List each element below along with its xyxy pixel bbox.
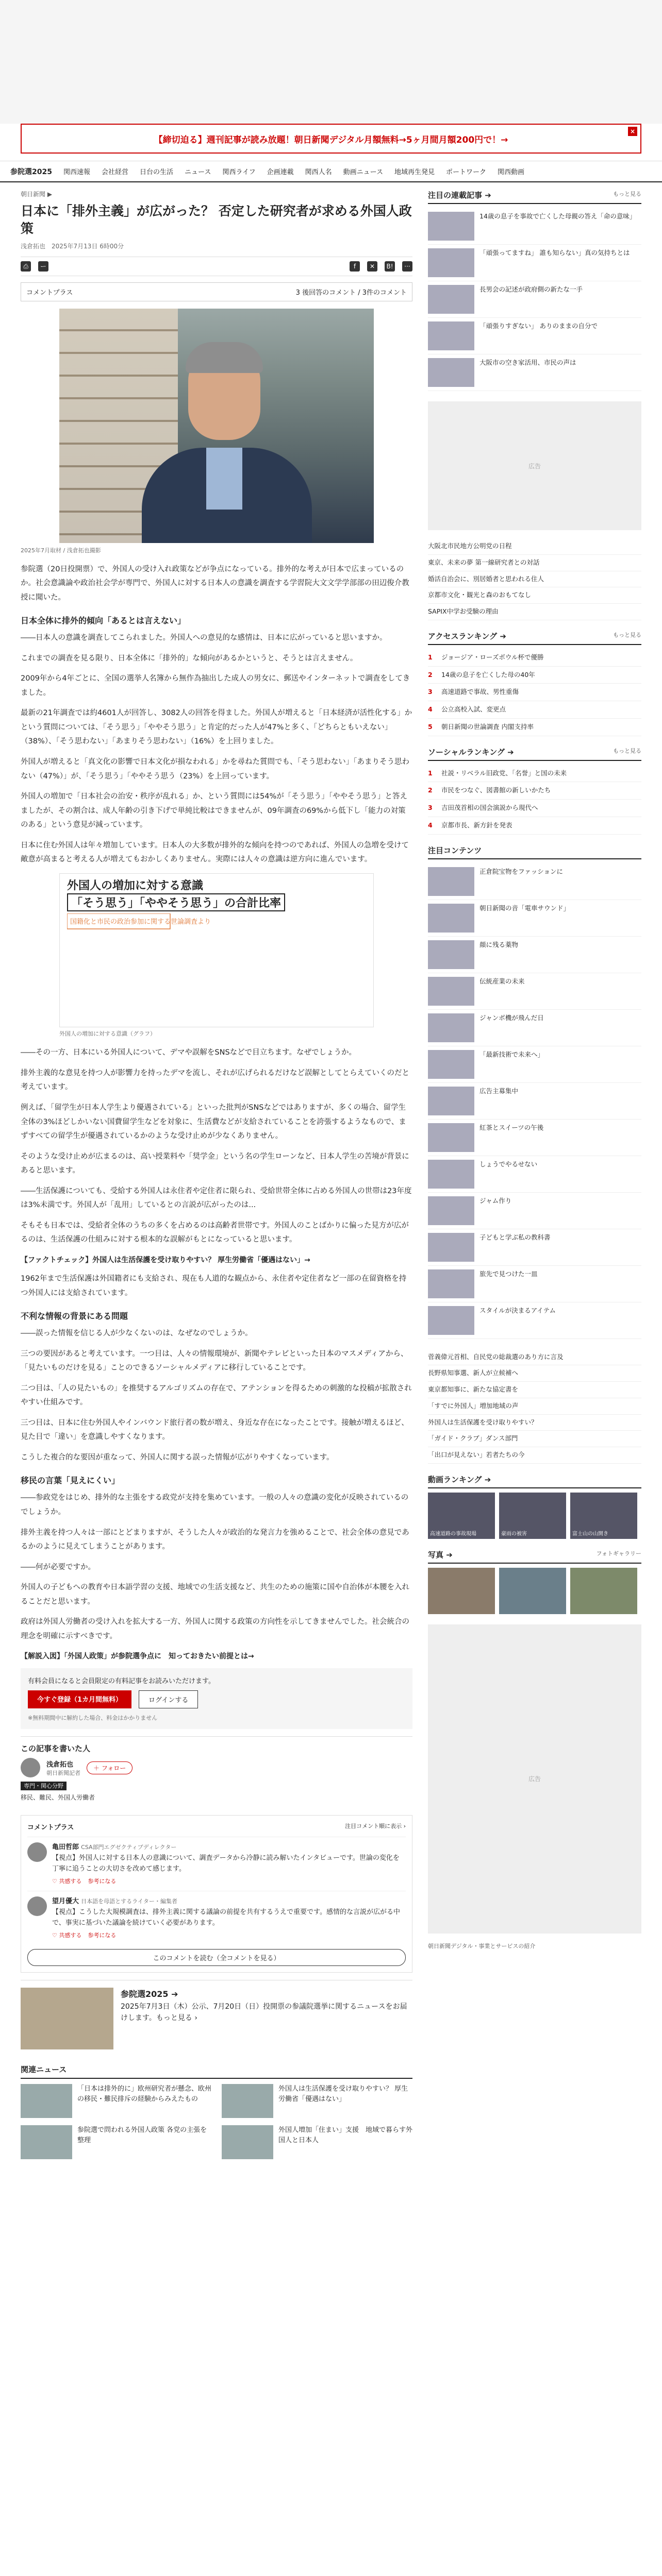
global-nav: [0, 161, 662, 182]
helpful-button[interactable]: 参考になる: [88, 1877, 117, 1885]
content-item[interactable]: [428, 1156, 641, 1193]
related-heading: 関連ニュース: [21, 2064, 412, 2079]
comment-count: 3 後回答のコメント / 3件のコメント: [295, 289, 407, 297]
comment-heading: コメントプラス: [27, 1824, 74, 1832]
ranking-item[interactable]: [428, 684, 641, 701]
sidebar-link[interactable]: 婚活自治会に、別居婚者と思われる住人: [428, 571, 641, 588]
content-item[interactable]: [428, 973, 641, 1010]
thumb: [428, 867, 474, 896]
follow-button[interactable]: ＋ フォロー: [87, 1761, 133, 1774]
video-title: 富士山の山開き: [572, 1531, 608, 1537]
author-role: 朝日新聞記者: [46, 1769, 80, 1776]
content-title: 顔に残る薬物: [479, 940, 519, 948]
content-title: 紅茶とスイーツの午後: [479, 1123, 544, 1131]
comment-text: 【視点】こうした大規模調査は、排外主義に関する議論の前提を共有するうえで重要です。感情的な言説が広がる中で、事実に基づいた議論を続けていく必要があります。: [52, 1908, 400, 1927]
content-title: 広告主募集中: [479, 1087, 519, 1095]
nav-item[interactable]: 関西速報: [63, 168, 90, 176]
ranking-title: 14歳の息子を亡くした母の40年: [441, 670, 535, 679]
video-thumb[interactable]: [428, 1493, 495, 1539]
nav-item[interactable]: 地域再生発見: [394, 168, 435, 176]
sidebar-item[interactable]: [428, 318, 641, 354]
related-link[interactable]: 【ファクトチェック】外国人は生活保護を受け取りやすい？ 厚生労働省「優遇はない」→: [21, 1256, 310, 1264]
chart-svg: [67, 913, 366, 1022]
related-thumb: [222, 2084, 273, 2118]
photo-gallery-link[interactable]: フォトギャラリー: [596, 1550, 641, 1557]
ranking-title: 高速道路で事故、男性重傷: [441, 688, 519, 696]
login-button[interactable]: ログインする: [139, 1690, 198, 1708]
thumb: [428, 358, 474, 387]
section-heading: 不利な情報の背景にある問題: [21, 1311, 128, 1321]
related-thumb: [21, 2084, 72, 2118]
content-item[interactable]: [428, 1266, 641, 1302]
promo-title: 参院選2025 ➔: [121, 1989, 178, 1999]
author-section: [21, 1736, 412, 1808]
thumb: [428, 285, 474, 314]
content-title: しょうでやるせない: [479, 1160, 538, 1168]
content-item[interactable]: [428, 900, 641, 937]
related-item[interactable]: [21, 2084, 211, 2118]
paragraph: ――その一方、日本にいる外国人について、デマや誤解をSNSなどで目立ちます。なぜでしょうか。: [21, 1048, 357, 1057]
paragraph: ――参政党をはじめ、排外的な主張をする政党が支持を集めています。一般の人々の意識の変化が反映されているのでしょうか。: [21, 1494, 409, 1516]
ranking-item[interactable]: [428, 719, 641, 736]
avatar: [27, 1896, 47, 1916]
photo-shirt: [206, 448, 242, 510]
paragraph: そもそも日本では、受給者全体のうちの多くを占めるのは高齢者世帯です。外国人のことばかりに偏った見方が広がるのは、生活保護の仕組みに対する根本的な誤解がもとになっていると思います。: [21, 1221, 409, 1244]
ranking-item[interactable]: [428, 765, 641, 783]
sidebar-link[interactable]: 外国人は生活保護を受け取りやすい？: [428, 1415, 641, 1431]
article-toolbar: [21, 257, 412, 276]
rank-number: 3: [428, 804, 433, 811]
promo-image: [21, 1988, 113, 2049]
commenter-name[interactable]: 亀田哲郎: [52, 1843, 79, 1852]
related-news: [21, 2064, 412, 2159]
commenter-role: CSA部門エグゼクティブディレクター: [81, 1844, 177, 1851]
thumb: [428, 1233, 474, 1262]
nav-item[interactable]: ポートワーク: [446, 168, 487, 176]
video-title: 高速道路の事故現場: [430, 1531, 476, 1537]
related-item[interactable]: [21, 2125, 211, 2159]
photo-thumb[interactable]: [428, 1568, 495, 1614]
article-title: 日本に「排外主義」が広がった？ 否定した研究者が求める外国人政策: [21, 204, 412, 236]
thumb: [428, 1123, 474, 1152]
sidebar: [428, 182, 641, 2159]
sidebar-link[interactable]: 「出口が見えない」若者たちの今: [428, 1447, 641, 1464]
commenter-role: 日本語を母語とするライター・編集者: [81, 1898, 177, 1905]
sidebar-link[interactable]: 長野県知事選、新人が立候補へ: [428, 1365, 641, 1382]
sidebar-link[interactable]: 東京都知事に、新たな協定書を: [428, 1382, 641, 1398]
more-link[interactable]: もっと見る: [613, 191, 641, 197]
paragraph: 2009年から4年ごとに、全国の選挙人名簿から無作為抽出した成人の男女に、郵送やインターネットで調査をしてきました。: [21, 674, 410, 697]
nav-item[interactable]: 企画連載: [267, 168, 294, 176]
thumb: [428, 1269, 474, 1298]
thumb: [428, 1196, 474, 1225]
like-button[interactable]: ♡ 共感する: [52, 1877, 82, 1885]
sidebar-link[interactable]: 「ガイド・クラブ」ダンス部門: [428, 1431, 641, 1447]
comment-item: [27, 1837, 406, 1891]
related-thumb: [222, 2125, 273, 2159]
register-button[interactable]: 今すぐ登録（1カ月間無料）: [28, 1690, 131, 1708]
content-item[interactable]: [428, 1193, 641, 1229]
content-title: ジャム作り: [479, 1196, 512, 1205]
article-body: [21, 563, 412, 1662]
ranking-title: 公立高校入試、変更点: [441, 705, 506, 713]
video-thumb[interactable]: [499, 1493, 566, 1539]
comment-text: 【視点】外国人に対する日本人の意識について、調査データから冷静に読み解いたインタビューです。世論の変化を丁寧に追うことの大切さを改めて感じます。: [52, 1854, 400, 1873]
photo-thumb[interactable]: [570, 1568, 637, 1614]
ranking-item[interactable]: [428, 800, 641, 817]
topics-tag: 専門・関心分野: [21, 1782, 67, 1790]
photo-caption: 2025年7月取材 / 浅倉拓也撮影: [21, 547, 101, 554]
sidebar-link[interactable]: 大阪北市民地方公明党の日程: [428, 538, 641, 555]
paragraph: ――生活保護についても、受給する外国人は永住者や定住者に限られ、受給世帯全体に占める外国人の世帯は23年度は3%未満です。外国人が「乱用」しているとの言説が広がったのは...: [21, 1187, 412, 1210]
related-item[interactable]: [222, 2084, 412, 2118]
thumb: [428, 212, 474, 241]
nav-item[interactable]: 動画ニュース: [343, 168, 383, 176]
paywall-box: [21, 1668, 412, 1729]
banner-text: 【締切迫る】週刊記事が読み放題！朝日新聞デジタル月額無料→5ヶ月間月額200円で！→: [154, 134, 508, 145]
nav-item[interactable]: 関西動画: [498, 168, 525, 176]
more-link[interactable]: もっと見る: [613, 631, 641, 638]
content-item[interactable]: [428, 863, 641, 900]
figure-caption: 外国人の増加に対する意識（グラフ）: [59, 1030, 156, 1038]
chart-note: 国籍化と市民の政治参加に関する世論調査より: [70, 918, 211, 926]
paragraph: 日本に住む外国人は年々増加しています。日本人の大多数が排外的な傾向を持つのであれば、外国人の急増を受けて敵意が高まると考える人が増えてもおかしくありません。実際には人々の意識は逆方向に進んでいます。: [21, 841, 409, 864]
section-heading: 移民の言葉「見えにくい」: [21, 1476, 120, 1486]
ad-slot[interactable]: 広告: [428, 1624, 641, 1934]
paragraph: ――誤った情報を信じる人が少なくないのは、なぜなのでしょうか。: [21, 1329, 253, 1338]
paragraph: ――何が必要ですか。: [21, 1563, 95, 1571]
ranking-title: 社説・リベラル旧政党、「名誉」と国の未来: [441, 769, 567, 777]
ranking-item[interactable]: [428, 667, 641, 684]
video-thumb[interactable]: [570, 1493, 637, 1539]
paragraph: 三つ目は、日本に住む外国人やインバウンド旅行者の数が増え、身近な存在になったことです。接触が増えるほど、見た目で「違い」を意識しやすくなります。: [21, 1418, 409, 1442]
thumb: [428, 940, 474, 969]
nav-item[interactable]: 関西人名: [305, 168, 332, 176]
author-name[interactable]: 浅倉拓也: [46, 1760, 74, 1769]
paragraph: こうした複合的な要因が重なって、外国人に関する誤った情報が広がりやすくなっています。: [21, 1453, 334, 1462]
ranking-item[interactable]: [428, 701, 641, 719]
content-item[interactable]: [428, 1302, 641, 1339]
related-item[interactable]: [222, 2125, 412, 2159]
paragraph: 排外主義的な意見を持つ人が影響力を持ったデマを流し、それが広げられるだけなど誤解としてとらえていくのだと考えています。: [21, 1069, 409, 1092]
content-item[interactable]: [428, 1083, 641, 1120]
comment-plus-section: [21, 1815, 412, 1973]
content-title: 旅先で見つけた一皿: [479, 1269, 538, 1278]
video-title: 豪雨の被害: [501, 1531, 527, 1537]
promo-banner[interactable]: [21, 124, 641, 154]
author-topics: 移民、難民、外国人労働者: [21, 1794, 95, 1802]
related-link[interactable]: 【解説入図】「外国人政策」が参院選争点に 知っておきたい前提とは→: [21, 1652, 254, 1661]
content-title: 朝日新聞の音「電車サウンド」: [479, 904, 570, 912]
thumb: [428, 1087, 474, 1115]
paragraph: 二つ目は、「人の見たいもの」を推奨するアルゴリズムの存在で、アテンションを得るための刺激的な投稿が拡散されやすい仕組みです。: [21, 1384, 412, 1407]
photo-hair: [186, 342, 263, 373]
video-ranking-heading[interactable]: 動画ランキング ➔: [428, 1475, 491, 1484]
related-thumb: [21, 2125, 72, 2159]
x-share-icon[interactable]: ✕: [367, 261, 377, 272]
related-title: 外国人増加「住まい」支援 地域で暮らす外国人と日本人: [278, 2126, 413, 2144]
comment-sort[interactable]: 注目コメント順に表示 ›: [345, 1823, 406, 1830]
rank-number: 5: [428, 722, 433, 731]
content-item[interactable]: [428, 1010, 641, 1046]
all-comments-button[interactable]: このコメントを読む（全コメントを見る）: [27, 1949, 406, 1966]
sidebar-item[interactable]: [428, 208, 641, 245]
paragraph: 参院選（20日投開票）で、外国人の受け入れ政策などが争点になっている。排外的な考えが日本で広まっているのか。社会意識論や政治社会学が専門で、外国人に対する日本人の意識を調査する学習院大文文学学部部の田辺俊介教授に聞いた。: [21, 565, 409, 602]
article-meta: 浅倉拓也 2025年7月13日 6時00分: [21, 242, 124, 250]
ranking-title: 朝日新聞の世論調査 内閣支持率: [441, 722, 534, 731]
thumb: [428, 321, 474, 350]
promo-text: 2025年7月3日（木）公示、7月20日（日）投開票の参議院選挙に関するニュースをお届けします。もっと見る ›: [121, 2002, 407, 2023]
ranking-item[interactable]: [428, 649, 641, 667]
social-ranking-heading[interactable]: ソーシャルランキング ➔: [428, 747, 514, 757]
paragraph: 外国人の増加で「日本社会の治安・秩序が乱れる」か、という質問には54%が「そう思う」「ややそう思う」と答えましたが、その割合は、成人年齢の引き下げで単純比較はできませんが、09年調査の69%から低下し「能力の対策のある」という意見が減っています。: [21, 792, 407, 829]
ranking-item[interactable]: [428, 817, 641, 835]
interviewee-photo: [59, 309, 374, 543]
bookmark-icon[interactable]: ー: [38, 261, 48, 272]
paragraph: これまでの調査を見る限り、日本全体に「排外的」な傾向があるかというと、そうとは言えません。: [21, 654, 358, 663]
rank-number: 3: [428, 688, 433, 696]
related-title: 外国人は生活保護を受け取りやすい？ 厚生労働省「優遇はない」: [278, 2085, 408, 2103]
photo-thumb[interactable]: [499, 1568, 566, 1614]
content-title: ジャンボ機が飛んだ日: [479, 1013, 544, 1022]
sidebar-item-title: 「頑張りすぎない」 ありのままの自分で: [479, 322, 598, 330]
commenter-name[interactable]: 望月優大: [52, 1897, 79, 1906]
content-item[interactable]: [428, 1046, 641, 1083]
print-icon[interactable]: ⎙: [21, 261, 31, 272]
more-link[interactable]: もっと見る: [613, 747, 641, 754]
sidebar-item-title: 「頑張ってますね」 誰も知らない」真の気持ちとは: [479, 249, 630, 257]
ranking-title: 京都市長、新方針を発表: [441, 821, 512, 829]
content-title: スタイルが決まるアイテム: [479, 1306, 556, 1314]
content-item[interactable]: [428, 937, 641, 973]
author-heading: この記事を書いた人: [21, 1744, 91, 1754]
content-title: 子どもと学ぶ私の教科書: [479, 1233, 551, 1241]
article-main: [21, 182, 412, 2159]
paragraph: ――日本人の意識を調査してこられました。外国人への意見的な感情は、日本に広がっていると思いますか。: [21, 634, 387, 642]
top-blank-area: [0, 0, 662, 124]
nav-item[interactable]: ニュース: [185, 168, 211, 176]
nav-item[interactable]: 関西ライフ: [222, 168, 256, 176]
rank-number: 1: [428, 653, 433, 661]
paywall-note: ※無料期間中に解約した場合、料金はかかりません: [28, 1715, 158, 1722]
thumb: [428, 1013, 474, 1042]
like-button[interactable]: ♡ 共感する: [52, 1931, 82, 1939]
chart-subtitle: 「そう思う」「ややそう思う」の合計比率: [67, 893, 285, 911]
paragraph: 外国人の子どもへの教育や日本語学習の支援、地域での生活支援など、共生のための施策に国や自治体が本腰を入れることだと思います。: [21, 1583, 409, 1606]
paragraph: そのような受け止めが広まるのは、高い授業料や「奨学金」という名の学生ローンなど、日本人学生の苦境が背景にあると思います。: [21, 1152, 409, 1175]
thumb: [428, 1160, 474, 1189]
nav-brand[interactable]: 参院選2025: [10, 167, 52, 176]
sidebar-link[interactable]: 「すでに外国人」増加地域の声: [428, 1398, 641, 1415]
special-heading: 注目コンテンツ: [428, 845, 482, 855]
avatar: [27, 1842, 47, 1862]
sidebar-item-title: 14歳の息子を事故で亡くした母親の答え「命の意味」: [479, 212, 636, 220]
rank-number: 4: [428, 705, 433, 713]
sidebar-link[interactable]: 菅義偉元首相、自民党の総裁選のあり方に言及: [428, 1349, 641, 1366]
election-promo[interactable]: [21, 1980, 412, 2057]
rank-number: 2: [428, 786, 433, 794]
thumb: [428, 977, 474, 1006]
paragraph: 三つの要因があると考えています。一つ目は、人々の情報環境が、新聞やテレビといった日本のマスメディアから、「見たいものだけを見る」ことのできるソーシャルメディアに移行していることです。: [21, 1349, 408, 1372]
hatena-bookmark-icon[interactable]: B!: [385, 261, 395, 272]
thumb: [428, 248, 474, 277]
paragraph: 最新の21年調査では約4601人が回答し、3082人の回答を得ました。外国人が増えると「日本経済が活性化する」かという質問については、「そう思う」「ややそう思う」と肯定的だった人が47%と多く、「どちらともいえない」（38%）、「そう思わない」「あまりそう思わない」（16%）を上回りました。: [21, 709, 412, 746]
section-heading: 日本全体に排外的傾向「あるとは言えない」: [21, 616, 186, 626]
sidebar-item-title: 長男会の記述が政府側の新たな一手: [479, 285, 583, 293]
ranking-item[interactable]: [428, 782, 641, 800]
helpful-button[interactable]: 参考になる: [88, 1931, 117, 1939]
paragraph: 外国人が増えると「真文化の影響で日本文化が損なわれる」かを尋ねた質問でも、「そう思わない」「あまりそう思わない（47%）」が、「そう思う」「ややそう思う（23%）を上回っています。: [21, 757, 409, 781]
content-title: 「最新技術で未来へ」: [479, 1050, 544, 1058]
access-ranking-heading[interactable]: アクセスランキング ➔: [428, 631, 506, 641]
paragraph: 排外主義を持つ人々は一部にとどまりますが、そうした人々が政治的な発言力を強めることで、社会全体の意見であるかのように見えてしまうことがあります。: [21, 1528, 409, 1551]
photo-heading[interactable]: 写真 ➔: [428, 1550, 453, 1560]
ranking-title: 吉田茂首相の国会演説から現代へ: [441, 804, 538, 811]
sidebar-footer-note[interactable]: 朝日新聞デジタル・事業とサービスの紹介: [428, 1942, 536, 1950]
sidebar-link[interactable]: 東京、未来の夢 第一線研究者との対話: [428, 555, 641, 571]
sidebar-item[interactable]: [428, 245, 641, 281]
sidebar-link[interactable]: 京都市文化・観光と森のおもてなし: [428, 587, 641, 604]
thumb: [428, 1050, 474, 1079]
more-share-icon[interactable]: ···: [402, 261, 412, 272]
thumb: [428, 904, 474, 933]
paragraph: 1962年まで生活保護は外国籍者にも支給され、現在も人道的な観点から、永住者や定住者など一部の在留資格を持つ外国人には支給されています。: [21, 1274, 407, 1297]
comment-plus-label: コメントプラス: [26, 289, 73, 297]
ad-slot[interactable]: 広告: [428, 401, 641, 530]
ranking-heading[interactable]: 注目の連載記事 ➔: [428, 191, 491, 200]
chart-figure: [59, 873, 374, 1028]
sidebar-item[interactable]: [428, 281, 641, 318]
sidebar-item-title: 大阪市の空き家活用、市民の声は: [479, 359, 576, 366]
paragraph: 政府は外国人労働者の受け入れを拡大する一方、外国人に関する政策の方向性を示してきませんでした。社会統合の理念を明確に示すべきです。: [21, 1618, 409, 1640]
chart-title: 外国人の増加に対する意識: [67, 879, 204, 892]
ranking-title: 市民をつなぐ、図書館の新しいかたち: [441, 786, 551, 794]
rank-number: 1: [428, 769, 433, 777]
breadcrumb[interactable]: 朝日新聞 ▶: [21, 191, 53, 198]
ranking-title: ジョージア・ローズボウル杯で優勝: [441, 653, 544, 661]
avatar: [21, 1758, 40, 1777]
sidebar-link[interactable]: SAPIX中学お受験の理由: [428, 604, 641, 620]
content-title: 正倉院宝物をファッションに: [479, 867, 564, 875]
paragraph: 例えば、「留学生が日本人学生より優遇されている」といった批判がSNSなどではありますが、多くの場合、留学生全体の3%ほどしかいない国費留学生などを対象に、生活費などが支給されていることを誇張するようなもので、まずすべての留学生が優遇されているかのような受け止めが少なくありません。: [21, 1104, 406, 1141]
comment-item: [27, 1891, 406, 1945]
facebook-icon[interactable]: f: [350, 261, 360, 272]
related-title: 参院選で問われる外国人政策 各党の主張を整理: [77, 2126, 207, 2144]
nav-item[interactable]: 日台の生活: [140, 168, 174, 176]
paywall-text: 有料会員になると会員限定の有料記事をお読みいただけます。: [28, 1677, 215, 1686]
content-item[interactable]: [428, 1120, 641, 1156]
related-title: 「日本は排外的に」欧州研究者が懸念、欧州の移民・難民排斥の経験からみえたもの: [77, 2085, 212, 2103]
sidebar-item[interactable]: [428, 354, 641, 391]
comment-plus-bar[interactable]: [21, 282, 412, 301]
content-item[interactable]: [428, 1229, 641, 1266]
close-icon[interactable]: ×: [628, 127, 637, 136]
content-title: 伝統産業の未来: [479, 977, 525, 985]
rank-number: 2: [428, 670, 433, 679]
nav-item[interactable]: 会社経営: [101, 168, 128, 176]
thumb: [428, 1306, 474, 1335]
rank-number: 4: [428, 821, 433, 829]
